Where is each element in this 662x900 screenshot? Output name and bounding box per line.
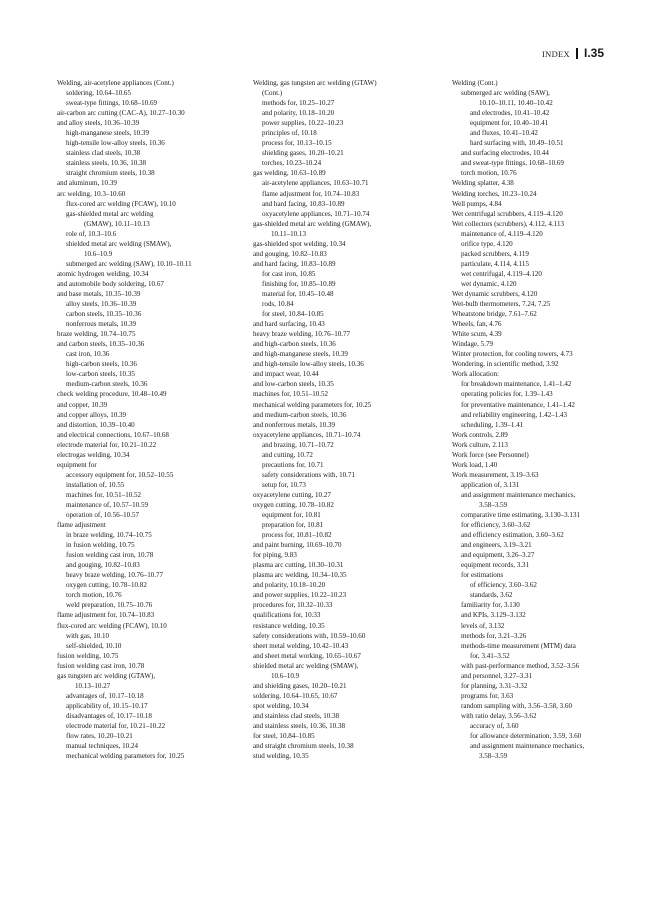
index-entry: and fluxes, 10.41–10.42 bbox=[470, 129, 538, 138]
index-entry: operation of, 10.56–10.57 bbox=[66, 511, 140, 520]
index-entry: for steel, 10.84–10.85 bbox=[253, 732, 315, 741]
index-entry: torches, 10.23–10.24 bbox=[262, 159, 322, 168]
index-entry: and paint burning, 10.69–10.70 bbox=[253, 541, 342, 550]
index-entry: machines for, 10.51–10.52 bbox=[253, 390, 329, 399]
index-entry: gas tungsten arc welding (GTAW), bbox=[57, 671, 156, 680]
index-entry: and hard facing, 10.83–10.89 bbox=[253, 259, 336, 268]
index-entry: flame adjustment bbox=[57, 521, 106, 530]
index-entry: maintenance of, 10.57–10.59 bbox=[66, 500, 148, 509]
index-entry: with ratio delay, 3.56–3.62 bbox=[461, 711, 537, 720]
index-entry: check welding procedure, 10.48–10.49 bbox=[57, 390, 167, 399]
index-entry: Wheatstone bridge, 7.61–7.62 bbox=[452, 310, 537, 319]
index-entry: safety considerations with, 10.71 bbox=[262, 470, 355, 479]
index-entry: scheduling, 1.39–1.41 bbox=[461, 420, 524, 429]
index-entry: Welding torches, 10.23–10.24 bbox=[452, 189, 537, 198]
index-entry: and impact wear, 10.44 bbox=[253, 370, 319, 379]
index-entry: and carbon steels, 10.35–10.36 bbox=[57, 340, 145, 349]
index-entry: and sweat-type fittings, 10.68–10.69 bbox=[461, 159, 564, 168]
index-entry: familiarity for, 3.130 bbox=[461, 601, 520, 610]
index-entry: submerged arc welding (SAW), bbox=[461, 89, 550, 98]
index-entry: flame adjustment for, 10.74–10.83 bbox=[57, 611, 155, 620]
index-entry: (Cont.) bbox=[262, 89, 283, 98]
index-entry: Wheels, fan, 4.76 bbox=[452, 320, 502, 329]
index-entry: rods, 10.84 bbox=[262, 300, 294, 309]
index-entry: low-carbon steels, 10.35 bbox=[66, 370, 135, 379]
index-entry: for cast iron, 10.85 bbox=[262, 269, 316, 278]
index-entry: electrode material for, 10.21–10.22 bbox=[57, 440, 157, 449]
index-entry: applicability of, 10.15–10.17 bbox=[66, 701, 148, 710]
index-entry: stud welding, 10.35 bbox=[253, 752, 309, 761]
index-entry: heavy braze welding, 10.76–10.77 bbox=[66, 571, 164, 580]
index-entry: accessory equipment for, 10.52–10.55 bbox=[66, 470, 174, 479]
index-entry: Welding, gas tungsten arc welding (GTAW) bbox=[253, 79, 377, 87]
index-entry: atomic hydrogen welding, 10.34 bbox=[57, 269, 149, 278]
index-entry: maintenance of, 4.119–4.120 bbox=[461, 229, 543, 238]
index-entry: sheet metal welding, 10.42–10.43 bbox=[253, 641, 349, 650]
index-entry: Wondering, in scientific method, 3.92 bbox=[452, 360, 559, 369]
index-entry: sweat-type fittings, 10.68–10.69 bbox=[66, 99, 158, 108]
index-entry: 10.11–10.13 bbox=[271, 229, 306, 238]
index-entry: application of, 3.131 bbox=[461, 480, 520, 489]
index-entry: and hard facing, 10.83–10.89 bbox=[262, 199, 345, 208]
index-entry: and gouging, 10.82–10.83 bbox=[66, 561, 140, 570]
index-entry: for steel, 10.84–10.85 bbox=[262, 310, 324, 319]
index-entry: gas welding, 10.63–10.89 bbox=[253, 169, 326, 178]
index-entry: for preventative maintenance, 1.41–1.42 bbox=[461, 400, 575, 409]
index-entry: high-manganese steels, 10.39 bbox=[66, 129, 149, 138]
index-entry: and polarity, 10.18–10.20 bbox=[262, 109, 335, 118]
index-entry: programs for, 3.63 bbox=[461, 691, 514, 700]
index-entry: comparative time estimating, 3.130–3.131 bbox=[461, 511, 580, 520]
index-entry: preparation for, 10.81 bbox=[262, 521, 324, 530]
index-entry: Welding, air-acetylene appliances (Cont.) bbox=[57, 79, 174, 87]
index-entry: and shielding gases, 10.20–10.21 bbox=[253, 681, 347, 690]
index-entry: cast iron, 10.36 bbox=[66, 350, 110, 359]
index-entry: torch motion, 10.76 bbox=[66, 591, 122, 600]
index-entry: manual techniques, 10.24 bbox=[66, 742, 139, 751]
index-entry: (GMAW), 10.11–10.13 bbox=[84, 219, 150, 228]
index-entry: with gas, 10.10 bbox=[66, 631, 110, 640]
index-entry: self-shielded, 10.10 bbox=[66, 641, 122, 650]
index-entry: and efficiency estimation, 3.60–3.62 bbox=[461, 531, 564, 540]
index-entry: accuracy of, 3.60 bbox=[470, 722, 519, 730]
index-entry: flame adjustment for, 10.74–10.83 bbox=[262, 189, 360, 198]
index-entry: Welding splatter, 4.38 bbox=[452, 179, 514, 188]
index-entry: principles of, 10.18 bbox=[262, 129, 317, 138]
index-entry: 10.6–10.9 bbox=[84, 249, 113, 258]
index-entry: braze welding, 10.74–10.75 bbox=[57, 330, 136, 339]
index-entry: 10.6–10.9 bbox=[271, 671, 300, 680]
index-entry: oxygen cutting, 10.78–10.82 bbox=[253, 500, 334, 509]
index-entry: 3.58–3.59 bbox=[479, 752, 508, 761]
index-entry: gas-shielded metal arc welding (GMAW), bbox=[253, 219, 372, 228]
index-entry: Well pumps, 4.84 bbox=[452, 199, 502, 208]
index-entry: orifice type, 4.120 bbox=[461, 239, 513, 248]
index-entry: and reliability engineering, 1.42–1.43 bbox=[461, 410, 568, 419]
page-number: I.35 bbox=[583, 46, 604, 60]
index-entry: and gouging, 10.82–10.83 bbox=[253, 249, 327, 258]
index-entry: 3.58–3.59 bbox=[479, 500, 508, 509]
index-entry: Wet collectors (scrubbers), 4.112, 4.113 bbox=[452, 219, 565, 228]
index-entry: of efficiency, 3.60–3.62 bbox=[470, 581, 537, 590]
index-entry: fusion welding cast iron, 10.78 bbox=[57, 661, 145, 670]
index-entry: for allowance determination, 3.59, 3.60 bbox=[470, 732, 582, 741]
index-entry: Work controls, 2.89 bbox=[452, 430, 508, 439]
index-entry: Wet centrifugal scrubbers, 4.119–4.120 bbox=[452, 209, 563, 218]
index-entry: levels of, 3.132 bbox=[461, 621, 505, 630]
index-entry: qualifications for, 10.33 bbox=[253, 611, 321, 620]
index-entry: Wet dynamic scrubbers, 4.120 bbox=[452, 289, 538, 298]
index-entry: methods for, 3.21–3.26 bbox=[461, 631, 527, 640]
index-entry: shielded metal arc welding (SMAW), bbox=[66, 239, 172, 248]
index-entry: and high-manganese steels, 10.39 bbox=[253, 350, 348, 359]
index-entry: precautions for, 10.71 bbox=[262, 460, 324, 469]
index-entry: resistance welding, 10.35 bbox=[253, 621, 325, 630]
index-entry: shielding gases, 10.20–10.21 bbox=[262, 149, 344, 158]
index-entry: Wet-bulb thermometers, 7.24, 7.25 bbox=[452, 300, 551, 309]
index-entry: and sheet metal working, 10.65–10.67 bbox=[253, 651, 361, 660]
index-column-3 bbox=[452, 78, 628, 761]
index-entry: and assignment maintenance mechanics, bbox=[470, 742, 585, 751]
index-entry: 10.13–10.27 bbox=[75, 681, 111, 690]
index-entry: with past-performance method, 3.52–3.56 bbox=[461, 661, 580, 670]
index-entry: and straight chromium steels, 10.38 bbox=[253, 742, 354, 751]
index-entry: Winter protection, for cooling towers, 4.73 bbox=[452, 350, 573, 359]
index-entry: equipment for bbox=[57, 460, 97, 469]
index-entry: for breakdown maintenance, 1.41–1.42 bbox=[461, 380, 572, 389]
index-entry: and cutting, 10.72 bbox=[262, 450, 313, 459]
index-entry: in fusion welding, 10.75 bbox=[66, 541, 135, 550]
index-entry: flow rates, 10.20–10.21 bbox=[66, 732, 133, 741]
index-entry: setup for, 10.73 bbox=[262, 480, 306, 489]
index-entry: and polarity, 10.18–10.20 bbox=[253, 581, 326, 590]
index-entry: soldering, 10.64–10.65 bbox=[66, 89, 131, 98]
index-entry: and power supplies, 10.22–10.23 bbox=[253, 591, 347, 600]
index-entry: wet centrifugal, 4.119–4.120 bbox=[461, 269, 542, 278]
index-entry: high-tensile low-alloy steels, 10.36 bbox=[66, 139, 165, 148]
index-entry: mechanical welding parameters for, 10.25 bbox=[66, 752, 185, 761]
index-entry: electrode material for, 10.21–10.22 bbox=[66, 722, 166, 730]
index-entry: flux-cored arc welding (FCAW), 10.10 bbox=[66, 199, 176, 208]
index-entry: procedures for, 10.32–10.33 bbox=[253, 601, 333, 610]
index-entry: process for, 10.13–10.15 bbox=[262, 139, 332, 148]
index-entry: finishing for, 10.85–10.89 bbox=[262, 279, 336, 288]
index-entry: fusion welding, 10.75 bbox=[57, 651, 119, 660]
index-entry: process for, 10.81–10.82 bbox=[262, 531, 332, 540]
index-entry: advantages of, 10.17–10.18 bbox=[66, 691, 144, 700]
index-entry: straight chromium steels, 10.38 bbox=[66, 169, 155, 178]
index-entry: plasma arc welding, 10.34–10.35 bbox=[253, 571, 347, 580]
index-entry: nonferrous metals, 10.39 bbox=[66, 320, 137, 329]
index-entry: oxyacetylene cutting, 10.27 bbox=[253, 490, 331, 499]
index-entry: for estimations bbox=[461, 571, 504, 580]
index-entry: fusion welding cast iron, 10.78 bbox=[66, 551, 154, 560]
index-entry: oxygen cutting, 10.78–10.82 bbox=[66, 581, 147, 590]
index-entry: random sampling with, 3.56–3.58, 3.60 bbox=[461, 701, 572, 710]
index-entry: and base metals, 10.35–10.39 bbox=[57, 289, 141, 298]
index-entry: submerged arc welding (SAW), 10.10–10.11 bbox=[66, 259, 192, 268]
index-entry: Work allocation: bbox=[452, 370, 499, 379]
index-entry: packed scrubbers, 4.119 bbox=[461, 249, 529, 258]
index-columns bbox=[57, 78, 617, 761]
index-column-2 bbox=[253, 78, 441, 761]
index-entry: stainless steels, 10.36, 10.38 bbox=[66, 159, 147, 168]
index-entry: and assignment maintenance mechanics, bbox=[461, 490, 576, 499]
index-entry: safety considerations with, 10.59–10.60 bbox=[253, 631, 366, 640]
index-entry: equipment for, 10.40–10.41 bbox=[470, 119, 549, 128]
index-entry: and high-tensile low-alloy steels, 10.36 bbox=[253, 360, 364, 369]
index-entry: Work load, 1.40 bbox=[452, 460, 498, 469]
index-entry: torch motion, 10.76 bbox=[461, 169, 517, 178]
index-entry: for efficiency, 3.60–3.62 bbox=[461, 521, 531, 530]
index-column-1 bbox=[57, 78, 242, 761]
index-entry: high-carbon steels, 10.36 bbox=[66, 360, 137, 369]
index-entry: equipment for, 10.81 bbox=[262, 511, 321, 520]
index-entry: electrogas welding, 10.34 bbox=[57, 450, 130, 459]
index-entry: and hard surfacing, 10.43 bbox=[253, 320, 325, 329]
header-rule bbox=[576, 48, 578, 59]
index-entry: and surfacing electrodes, 10.44 bbox=[461, 149, 549, 158]
index-entry: installation of, 10.55 bbox=[66, 480, 125, 489]
index-entry: soldering, 10.64–10.65, 10.67 bbox=[253, 691, 338, 700]
index-entry: and nonferrous metals, 10.39 bbox=[253, 420, 335, 429]
index-entry: methods for, 10.25–10.27 bbox=[262, 99, 335, 108]
index-entry: Windage, 5.79 bbox=[452, 340, 494, 349]
index-entry: and alloy steels, 10.36–10.39 bbox=[57, 119, 140, 128]
index-entry: Welding (Cont.) bbox=[452, 79, 498, 87]
index-entry: methods-time measurement (MTM) data bbox=[461, 641, 576, 650]
index-entry: for piping, 9.83 bbox=[253, 551, 297, 560]
index-entry: and automobile body soldering, 10.67 bbox=[57, 279, 164, 288]
index-entry: oxyacetylene appliances, 10.71–10.74 bbox=[253, 430, 361, 439]
index-entry: and brazing, 10.71–10.72 bbox=[262, 440, 334, 449]
index-entry: air-acetylene appliances, 10.63–10.71 bbox=[262, 179, 369, 188]
index-entry: standards, 3.62 bbox=[470, 591, 513, 600]
index-entry: Work force (see Personnel) bbox=[452, 450, 529, 459]
index-entry: and stainless clad steels, 10.38 bbox=[253, 711, 340, 720]
index-entry: air-carbon arc cutting (CAC-A), 10.27–10.30 bbox=[57, 109, 185, 118]
index-entry: and medium-carbon steels, 10.36 bbox=[253, 410, 347, 419]
index-entry: arc welding, 10.3–10.60 bbox=[57, 189, 126, 198]
running-header bbox=[542, 46, 604, 60]
index-entry: and engineers, 3.19–3.21 bbox=[461, 541, 532, 550]
index-entry: weld preparation, 10.75–10.76 bbox=[66, 601, 153, 610]
index-entry: gas-shielded spot welding, 10.34 bbox=[253, 239, 346, 248]
index-entry: 10.10–10.11, 10.40–10.42 bbox=[479, 99, 553, 108]
index-entry: stainless clad steels, 10.38 bbox=[66, 149, 141, 158]
index-entry: medium-carbon steels, 10.36 bbox=[66, 380, 148, 389]
index-entry: material for, 10.45–10.48 bbox=[262, 289, 334, 298]
index-entry: operating policies for, 1.39–1.43 bbox=[461, 390, 553, 399]
index-entry: alloy steels, 10.36–10.39 bbox=[66, 300, 137, 309]
index-entry: hard surfacing with, 10.49–10.51 bbox=[470, 139, 564, 148]
index-entry: and personnel, 3.27–3.31 bbox=[461, 671, 533, 680]
index-entry: for planning, 3.31–3.32 bbox=[461, 681, 528, 690]
index-entry: Work culture, 2.113 bbox=[452, 440, 508, 449]
index-entry: wet dynamic, 4.120 bbox=[461, 279, 517, 288]
index-entry: and equipment, 3.26–3.27 bbox=[461, 551, 535, 560]
index-entry: machines for, 10.51–10.52 bbox=[66, 490, 142, 499]
index-entry: role of, 10.3–10.6 bbox=[66, 229, 117, 238]
index-entry: flux-cored arc welding (FCAW), 10.10 bbox=[57, 621, 167, 630]
index-entry: heavy braze welding, 10.76–10.77 bbox=[253, 330, 351, 339]
index-entry: and distortion, 10.39–10.40 bbox=[57, 420, 135, 429]
index-entry: and aluminum, 10.39 bbox=[57, 179, 117, 188]
index-entry: Work measurement, 3.19–3.63 bbox=[452, 470, 539, 479]
index-entry: particulate, 4.114, 4.115 bbox=[461, 259, 529, 268]
index-entry: plasma arc cutting, 10.30–10.31 bbox=[253, 561, 344, 570]
index-entry: and stainless steels, 10.36, 10.38 bbox=[253, 722, 345, 730]
index-entry: and copper alloys, 10.39 bbox=[57, 410, 127, 419]
index-entry: disadvantages of, 10.17–10.18 bbox=[66, 711, 152, 720]
index-entry: mechanical welding parameters for, 10.25 bbox=[253, 400, 372, 409]
index-entry: for, 3.41–3.52 bbox=[470, 651, 510, 660]
index-entry: and copper, 10.39 bbox=[57, 400, 108, 409]
index-entry: oxyacetylene appliances, 10.71–10.74 bbox=[262, 209, 370, 218]
index-entry: and electrodes, 10.41–10.42 bbox=[470, 109, 550, 118]
index-entry: gas-shielded metal arc welding bbox=[66, 209, 154, 218]
index-entry: and KPIs, 3.129–3.132 bbox=[461, 611, 526, 620]
index-entry: spot welding, 10.34 bbox=[253, 701, 309, 710]
section-label: INDEX bbox=[542, 49, 570, 59]
index-entry: and high-carbon steels, 10.36 bbox=[253, 340, 336, 349]
index-entry: power supplies, 10.22–10.23 bbox=[262, 119, 344, 128]
index-entry: in braze welding, 10.74–10.75 bbox=[66, 531, 152, 540]
index-entry: carbon steels, 10.35–10.36 bbox=[66, 310, 142, 319]
index-entry: shielded metal arc welding (SMAW), bbox=[253, 661, 359, 670]
index-entry: and low-carbon steels, 10.35 bbox=[253, 380, 334, 389]
index-entry: equipment records, 3.31 bbox=[461, 561, 530, 570]
index-entry: White scum, 4.39 bbox=[452, 330, 502, 339]
index-entry: and electrical connections, 10.67–10.68 bbox=[57, 430, 169, 439]
